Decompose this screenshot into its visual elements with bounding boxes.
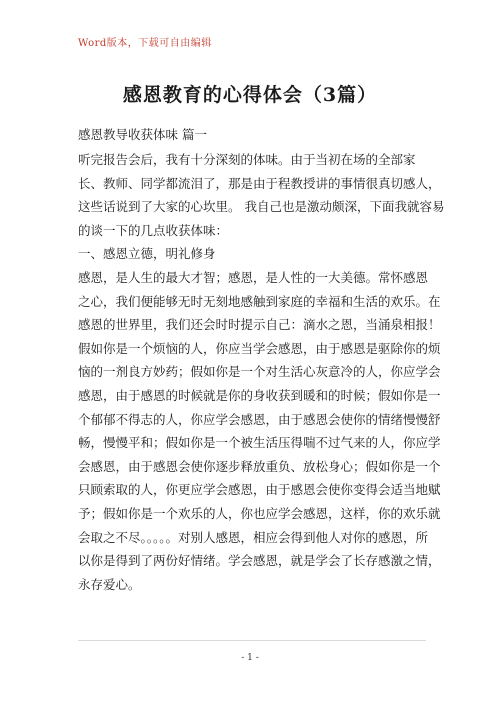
document-body (78, 148, 445, 596)
text-line: 感恩，是人生的最大才智；感恩，是人性的一大美德。常怀感恩 (78, 269, 429, 285)
text-line: 恼的一剂良方妙药；假如你是一个对生活心灰意冷的人，你应学会 (78, 364, 441, 380)
text-line: 以你是得到了两份好情绪。学会感恩，就是学会了长存感激之情， (78, 553, 441, 569)
text-line: 的谈一下的几点收获体味： (78, 222, 229, 238)
watermark-text: Word版本，下载可自由编辑 (78, 38, 212, 49)
text-line: 感恩的世界里，我们还会时时提示自己：滴水之恩，当涌泉相报！ (78, 317, 441, 333)
text-line: 听完报告会后，我有十分深刻的体味。由于当初在场的全部家 (78, 152, 416, 167)
page-number: - 1 - (241, 653, 259, 663)
footer-divider (78, 640, 426, 641)
page-footer (0, 645, 500, 664)
section-subheading: 一、感恩立德，明礼修身 (78, 246, 216, 262)
text-line: 只顾索取的人，你更应学会感恩，由于感恩会使你变得会适当地赋 (78, 482, 441, 498)
text-line: 感恩，由于感恩的时候就是你的身收获到暖和的时候；假如你是一 (78, 387, 441, 403)
text-line: 予；假如你是一个欢乐的人，你也应学会感恩，这样，你的欢乐就 (78, 505, 441, 521)
text-line: 之心，我们便能够无时无刻地感触到家庭的幸福和生活的欢乐。在 (78, 293, 441, 309)
text-line: 假如你是一个烦恼的人，你应当学会感恩，由于感恩是驱除你的烦 (78, 340, 441, 356)
section-heading: 感恩教导收获体味 篇一 (78, 127, 207, 142)
text-line: 永存爱心。 (78, 576, 141, 592)
text-line: 畅，慢慢平和；假如你是一个被生活压得喘不过气来的人，你应学 (78, 435, 441, 451)
text-line: 会感恩，由于感恩会使你逐步释放重负、放松身心；假如你是一个 (78, 458, 441, 474)
text-line: 会取之不尽。。。。。对别人感恩，相应会得到他人对你的感恩，所 (78, 529, 429, 545)
text-line: 个郁郁不得志的人，你应学会感恩，由于感恩会使你的情绪慢慢舒 (78, 411, 441, 427)
text-line: 长、教师、同学都流泪了，那是由于程教授讲的事情很真切感人， (78, 175, 441, 191)
document-title: 感恩教育的心得体会（3篇） (122, 84, 378, 106)
text-line: 这些话说到了大家的心坎里。 我自己也是激动颇深，下面我就容易 (78, 199, 445, 215)
